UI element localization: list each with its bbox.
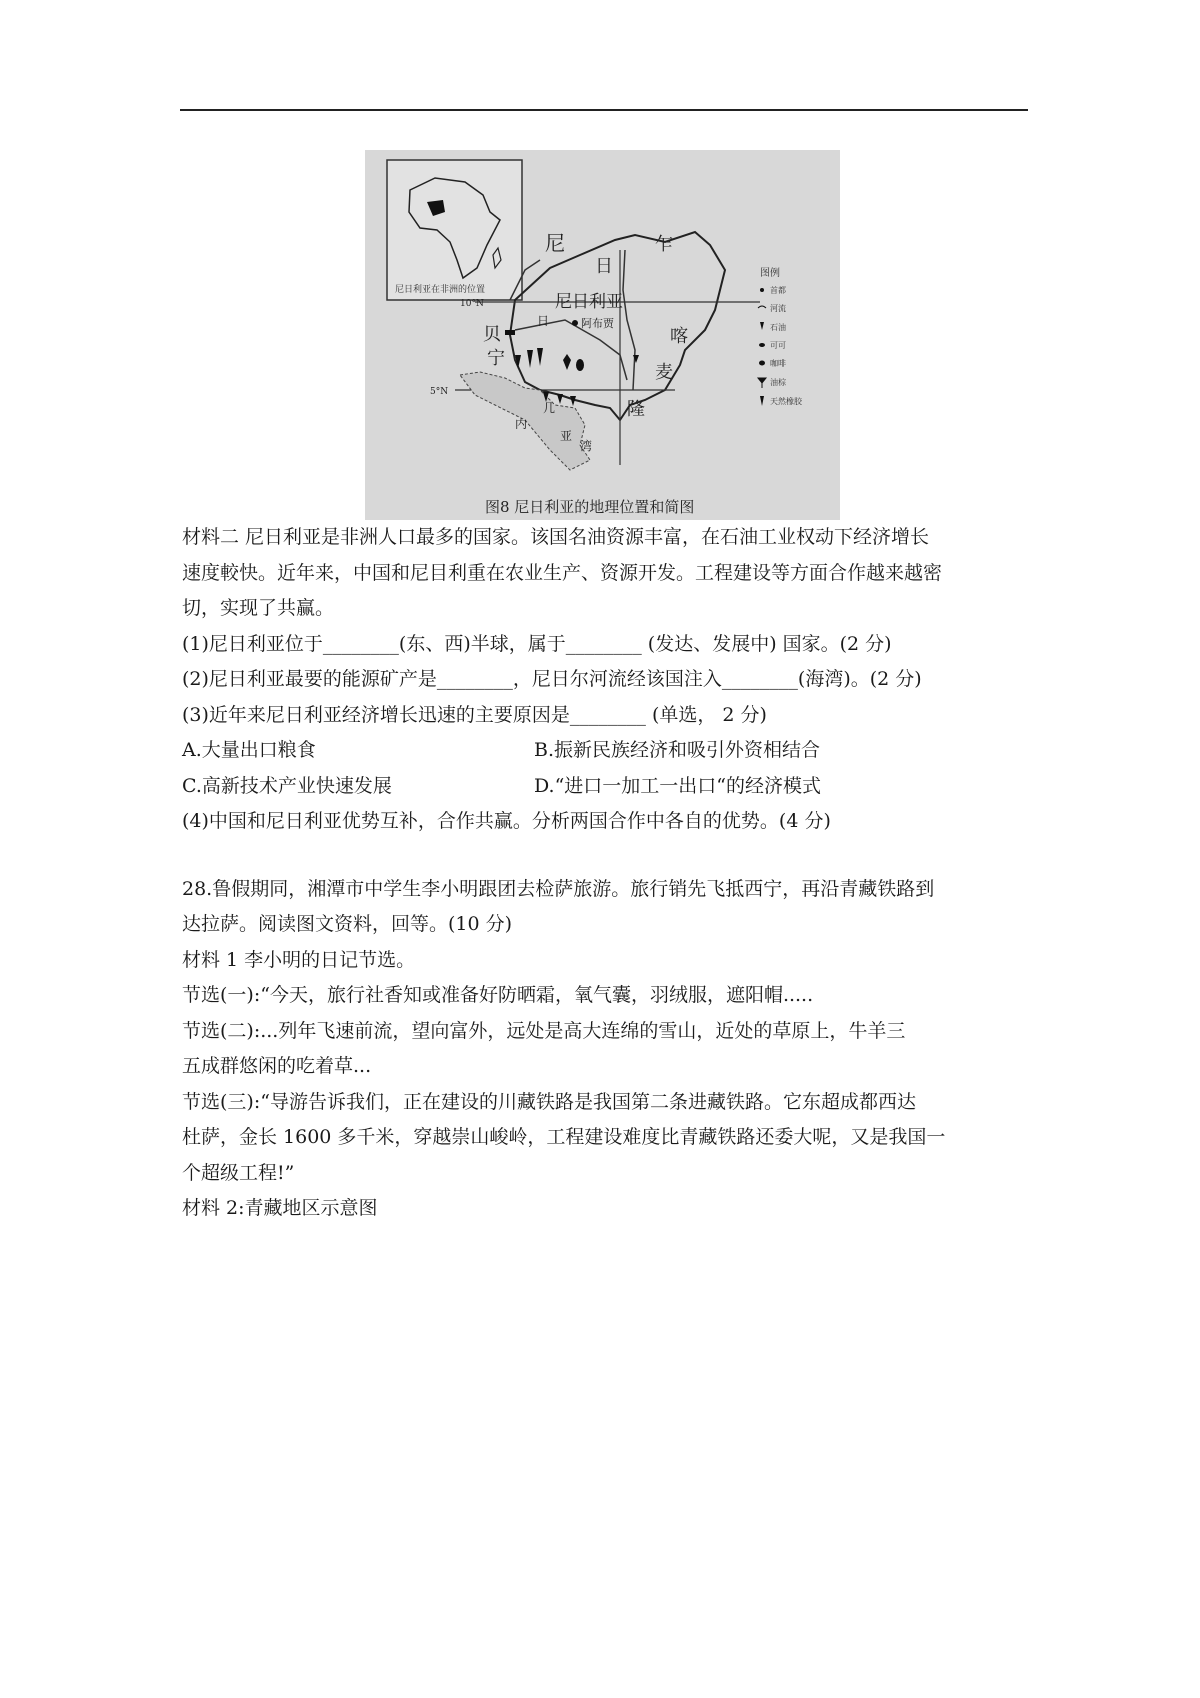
label-gulf-3: 亚 xyxy=(560,429,573,443)
question-text xyxy=(182,520,1028,1227)
label-lat-10: 10°N xyxy=(460,299,484,309)
legend-item: 石油 xyxy=(770,323,786,332)
option-a: A.大量出口粮食 xyxy=(182,739,316,761)
label-abuja: 阿布贾 xyxy=(581,317,614,330)
label-benin-2: 宁 xyxy=(487,348,505,369)
label-chad: 乍 xyxy=(655,234,673,255)
option-c: C.高新技术产业快速发展 xyxy=(182,774,392,797)
q28-line: 节选(一):“今天，旅行社香知或准备好防晒霜，氧气囊，羽绒服，遮阳帽..... xyxy=(182,984,814,1006)
q28-line: 材料 1 李小明的日记节选。 xyxy=(182,948,416,971)
option-b: B.振新民族经济和吸引外资相结合 xyxy=(534,739,821,761)
q28-line: 个超级工程!” xyxy=(182,1161,295,1184)
material2-line: 材料二 尼日利亚是非洲人口最多的国家。该国名油资源丰富，在石油工业权动下经济增长 xyxy=(182,526,930,548)
material2-line: 切，实现了共赢。 xyxy=(182,597,335,619)
legend-item: 可可 xyxy=(770,341,786,350)
label-cameroon-3: 隆 xyxy=(627,399,645,420)
q28-line: 28.鲁假期同，湘潭市中学生李小明跟团去检萨旅游。旅行销先飞抵西宁，再沿青藏铁路到 xyxy=(182,877,935,900)
figure-caption: 图8 尼日利亚的地理位置和简图 xyxy=(485,498,695,516)
spacer xyxy=(182,840,1028,872)
legend-item: 咖啡 xyxy=(770,359,786,368)
legend-item: 河流 xyxy=(770,304,786,313)
legend-item: 油棕 xyxy=(770,378,786,387)
label-cameroon-1: 喀 xyxy=(670,326,688,347)
label-nigeria: 尼日利亚 xyxy=(555,292,623,312)
options-row-cd xyxy=(182,769,1028,805)
top-rule xyxy=(180,109,1028,111)
question-3: (3)近年来尼日利亚经济增长迅速的主要原因是________ (单选， 2 分) xyxy=(182,703,767,726)
q28-line: 杜萨，金长 1600 多千米，穿越崇山峻岭，工程建设难度比青藏铁路还委大呢，又是我国一 xyxy=(182,1126,946,1148)
nigeria-map-figure xyxy=(365,150,840,520)
label-niger-2: 日 xyxy=(595,256,613,277)
label-benin-1: 贝 xyxy=(483,324,501,345)
question-2: (2)尼日利亚最要的能源矿产是________，尼日尔河流经该国注入________(海湾)。(2 分) xyxy=(182,668,922,690)
options-row-ab xyxy=(182,733,1028,769)
question-1: (1)尼日利亚位于________(东、西)半球，属于________ (发达、发展中) 国家。(2 分) xyxy=(182,632,892,655)
option-d: D.“进口一加工一出口“的经济模式 xyxy=(534,774,822,797)
label-gulf-1: 几 xyxy=(543,401,556,415)
label-gulf-2: 内 xyxy=(515,417,528,431)
legend-item: 首都 xyxy=(770,286,786,295)
question-4: (4)中国和尼日利亚优势互补，合作共赢。分析两国合作中各自的优势。(4 分) xyxy=(182,810,831,832)
legend-title: 图例 xyxy=(760,268,780,279)
q28-line: 五成群悠闲的吃着草... xyxy=(182,1055,372,1077)
q28-line: 材料 2:青藏地区示意图 xyxy=(182,1197,378,1219)
q28-line: 达拉萨。阅读图文资料，回等。(10 分) xyxy=(182,913,513,935)
label-niger-1: 尼 xyxy=(545,231,565,255)
africa-inset xyxy=(387,160,522,300)
q28-line: 节选(三):“导游告诉我们，正在建设的川藏铁路是我国第二条进藏铁路。它东超成都西达 xyxy=(182,1090,916,1113)
material2-line: 速度較快。近年来，中国和尼目利重在农业生产、资源开发。工程建设等方面合作越来越密 xyxy=(182,561,943,584)
inset-caption: 尼日利亚在非洲的位置 xyxy=(395,285,486,295)
q28-line: 节选(二):...列年飞速前流，望向富外，远处是高大连绵的雪山，近处的草原上，牛羊三 xyxy=(182,1019,906,1042)
label-gulf-4: 湾 xyxy=(580,439,593,453)
legend-item: 天然橡胶 xyxy=(770,397,802,406)
label-cameroon-2: 麦 xyxy=(655,362,673,383)
label-lat-5: 5°N xyxy=(430,387,449,397)
label-river-ni: 日 xyxy=(537,314,550,328)
